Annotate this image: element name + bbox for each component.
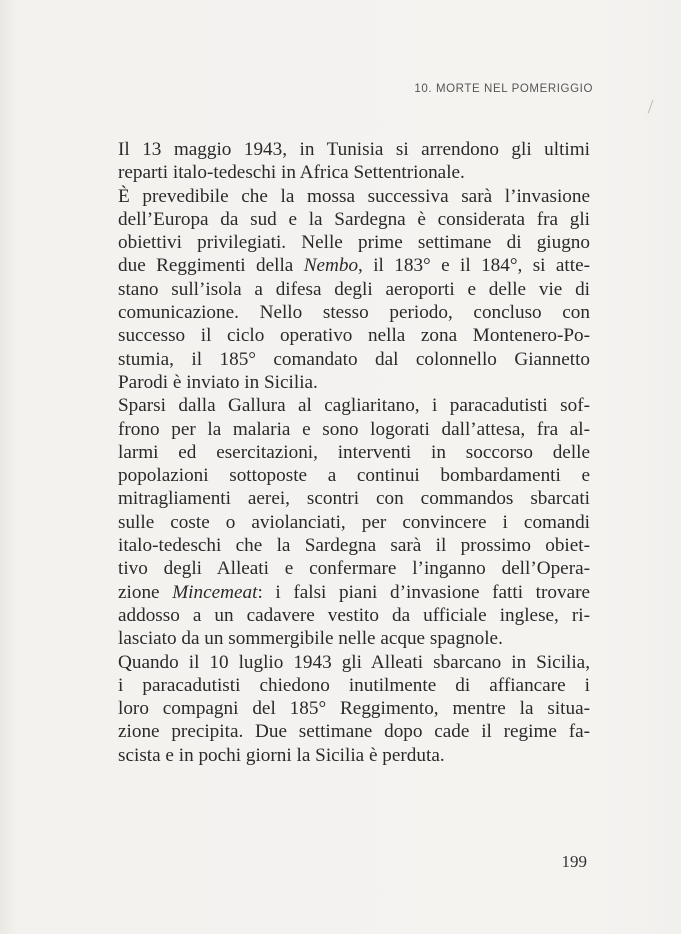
text-line: loro compagni del 185° Reggimento, mentre la situa- <box>118 698 590 720</box>
text-run: : i falsi piani d’invasione fatti trovare <box>257 581 590 603</box>
body-text <box>118 138 590 767</box>
text-line: scista e in pochi giorni la Sicilia è perduta. <box>118 744 445 766</box>
text-line: Parodi è inviato in Sicilia. <box>118 371 318 393</box>
running-head: 10. MORTE NEL POMERIGGIO <box>414 83 593 95</box>
text-line: obiettivi privilegiati. Nelle prime settimane di giugno <box>118 232 590 254</box>
italic-term: Nembo <box>303 255 359 277</box>
text-line <box>118 581 590 604</box>
text-line: stumia, il 185° comandato dal colonnello Giannetto <box>118 348 590 370</box>
page-number: 199 <box>561 852 587 871</box>
text-line: popolazioni sottoposte a continui bombardamenti e <box>118 465 590 487</box>
text-line: Quando il 10 luglio 1943 gli Alleati sbarcano in Sicilia, <box>118 651 590 673</box>
text-line: È prevedibile che la mossa successiva sarà l’invasione <box>118 185 590 207</box>
text-run: due Reggimenti della <box>118 255 304 277</box>
text-line: dell’Europa da sud e la Sardegna è considerata fra gli <box>118 208 590 230</box>
text-line: comunicazione. Nello stesso periodo, concluso con <box>118 302 590 324</box>
text-line: italo-tedeschi che la Sardegna sarà il prossimo obiet- <box>118 535 590 557</box>
italic-term: Mincemeat <box>172 581 258 603</box>
text-line: Il 13 maggio 1943, in Tunisia si arrendono gli ultimi <box>118 139 590 160</box>
text-line: zione precipita. Due settimane dopo cade il regime fa- <box>118 721 590 743</box>
text-line: sulle coste o aviolanciati, per convincere i comandi <box>118 511 590 533</box>
text-line: i paracadutisti chiedono inutilmente di affiancare i <box>118 674 590 696</box>
text-line: addosso a un cadavere vestito da ufficiale inglese, ri- <box>118 604 590 626</box>
text-line: frono per la malaria e sono logorati dall’attesa, fra al- <box>118 418 590 440</box>
text-line: mitragliamenti aerei, scontri con commandos sbarcati <box>118 488 590 510</box>
text-line: lasciato da un sommergibile nelle acque spagnole. <box>118 628 503 650</box>
text-line: larmi ed esercitazioni, interventi in soccorso delle <box>118 441 590 463</box>
text-line <box>118 254 590 277</box>
text-run: , il 183° e il 184°, si atte- <box>358 255 590 277</box>
text-line: Sparsi dalla Gallura al cagliaritano, i paracadutisti sof- <box>118 395 590 417</box>
page-mark <box>648 100 656 114</box>
text-line: successo il ciclo operativo nella zona Montenero-Po- <box>118 325 590 347</box>
text-line: tivo degli Alleati e confermare l’inganno dell’Opera- <box>118 558 590 580</box>
text-line: reparti italo-tedeschi in Africa Settentrionale. <box>118 162 465 184</box>
text-line: stano sull’isola a difesa degli aeroporti e delle vie di <box>118 278 590 300</box>
text-run: zione <box>118 581 173 603</box>
